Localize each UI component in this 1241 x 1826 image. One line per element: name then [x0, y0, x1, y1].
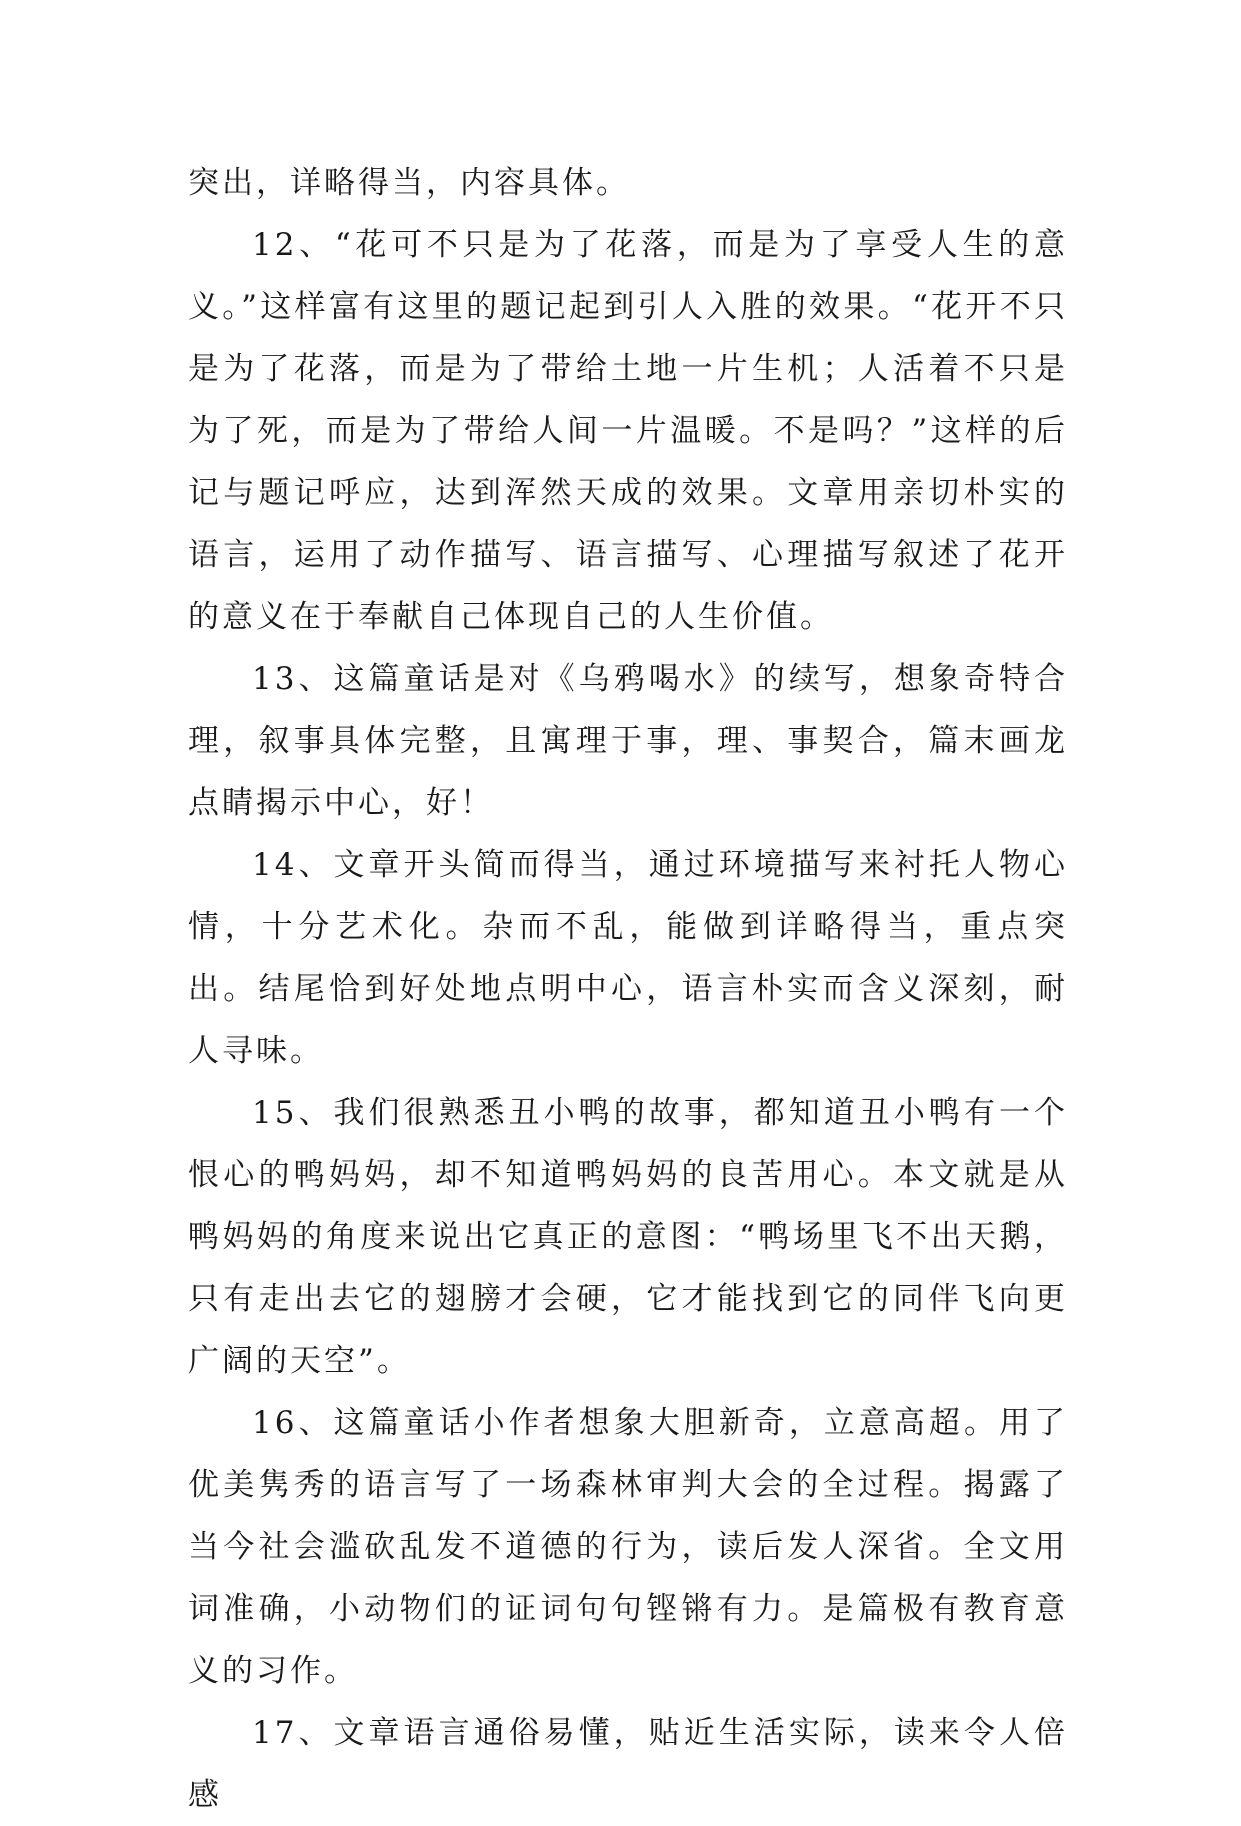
paragraph-16: 16、这篇童话小作者想象大胆新奇，立意高超。用了优美隽秀的语言写了一场森林审判大会的全过程。揭露了当今社会滥砍乱发不道德的行为，读后发人深省。全文用词准确，小动物们的证词句句铿锵有力。是篇极有教育意义的习作。 [188, 1405, 1068, 1689]
paragraph-15: 15、我们很熟悉丑小鸭的故事，都知道丑小鸭有一个恨心的鸭妈妈，却不知道鸭妈妈的良苦用心。本文就是从鸭妈妈的角度来说出它真正的意图：“鸭场里飞不出天鹅，只有走出去它的翅膀才会硬，它才能找到它的同伴飞向更广阔的天空”。 [188, 1095, 1068, 1379]
paragraph-13: 13、这篇童话是对《乌鸦喝水》的续写，想象奇特合理，叙事具体完整，且寓理于事，理、事契合，篇末画龙点睛揭示中心，好！ [188, 661, 1068, 821]
paragraph-17: 17、文章语言通俗易懂，贴近生活实际，读来令人倍感 [188, 1715, 1068, 1813]
paragraph-14: 14、文章开头简而得当，通过环境描写来衬托人物心情，十分艺术化。杂而不乱，能做到详略得当，重点突出。结尾恰到好处地点明中心，语言朴实而含义深刻，耐人寻味。 [188, 847, 1068, 1069]
paragraph-12: 12、“花可不只是为了花落，而是为了享受人生的意义。”这样富有这里的题记起到引人入胜的效果。“花开不只是为了花落，而是为了带给土地一片生机；人活着不只是为了死，而是为了带给人间一片温暖。不是吗？”这样的后记与题记呼应，达到浑然天成的效果。文章用亲切朴实的语言，运用了动作描写、语言描写、心理描写叙述了花开的意义在于奉献自己体现自己的人生价值。 [188, 227, 1068, 635]
paragraph-continuation: 突出，详略得当，内容具体。 [188, 165, 630, 201]
document-body [188, 152, 1068, 1826]
